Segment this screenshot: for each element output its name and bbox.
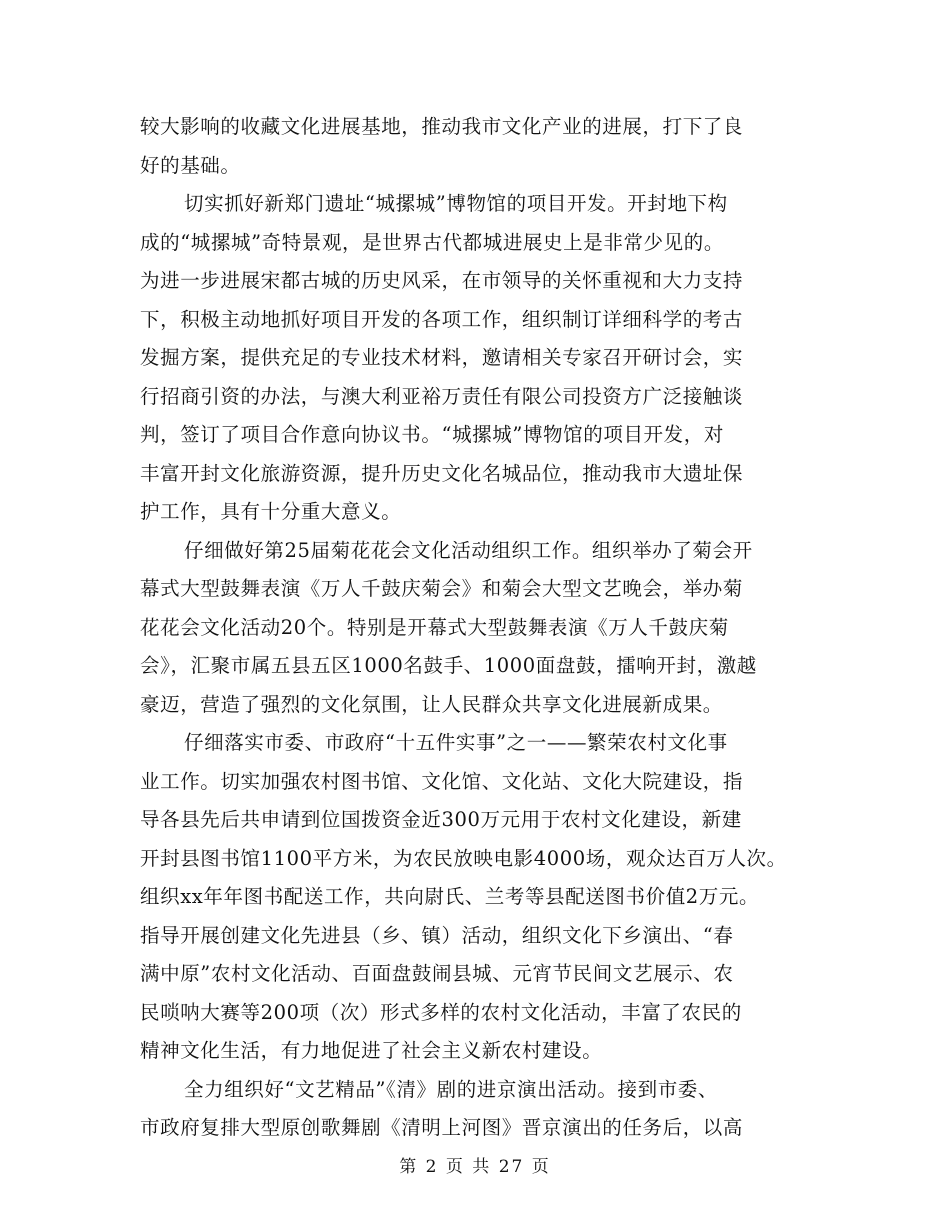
text-line: 导各县先后共申请到位国拨资金近300万元用于农村文化建设，新建	[140, 808, 742, 831]
paragraph-start-line: 仔细落实市委、市政府“十五件实事”之一——繁荣农村文化事	[184, 731, 728, 754]
text-line: 成的“城摞城”奇特景观，是世界古代都城进展史上是非常少见的。	[140, 230, 724, 254]
text-line: 幕式大型鼓舞表演《万人千鼓庆菊会》和菊会大型文艺晚会，举办菊	[140, 577, 744, 600]
text-line: 好的基础。	[140, 153, 241, 177]
text-line: 丰富开封文化旅游资源，提升历史文化名城品位，推动我市大遗址保	[140, 461, 744, 485]
text-line: 较大影响的收藏文化进展基地，推动我市文化产业的进展，打下了良	[140, 115, 744, 138]
paragraph-start-line: 切实抓好新郑门遗址“城摞城”博物馆的项目开发。开封地下构	[184, 192, 728, 215]
text-line: 豪迈，营造了强烈的文化氛围，让人民群众共享文化进展新成果。	[140, 692, 723, 716]
text-line: 为进一步进展宋都古城的历史风采，在市领导的关怀重视和大力支持	[140, 269, 744, 292]
page-number-footer: 第 2 页 共 27 页	[399, 1157, 551, 1177]
text-line: 精神文化生活，有力地促进了社会主义新农村建设。	[140, 1039, 603, 1062]
text-line: 下，积极主动地抓好项目开发的各项工作，组织制订详细科学的考古	[140, 307, 744, 331]
text-line: 指导开展创建文化先进县（乡、镇）活动，组织文化下乡演出、“春	[140, 923, 734, 947]
text-line: 业工作。切实加强农村图书馆、文化馆、文化站、文化大院建设，指	[140, 769, 744, 793]
text-line: 花花会文化活动20个。特别是开幕式大型鼓舞表演《万人千鼓庆菊	[140, 615, 729, 639]
text-line: 会》，汇聚市属五县五区1000名鼓手、1000面盘鼓，擂响开封，激越	[140, 654, 757, 677]
text-line: 判，签订了项目合作意向协议书。“城摞城”博物馆的项目开发，对	[140, 423, 724, 446]
text-line: 满中原”农村文化活动、百面盘鼓闹县城、元宵节民间文艺展示、农	[140, 962, 734, 985]
text-line: 组织xx年年图书配送工作，共向尉氏、兰考等县配送图书价值2万元。	[140, 885, 760, 908]
text-line: 民唢呐大赛等200项（次）形式多样的农村文化活动，丰富了农民的	[140, 1000, 742, 1024]
text-line: 发掘方案，提供充足的专业技术材料，邀请相关专家召开研讨会，实	[140, 346, 744, 369]
body-text	[140, 108, 840, 1148]
paragraph-start-line: 全力组织好“文艺精品”《清》剧的进京演出活动。接到市委、	[184, 1077, 718, 1101]
text-line: 行招商引资的办法，与澳大利亚裕万责任有限公司投资方广泛接触谈	[140, 384, 744, 408]
text-line: 开封县图书馆1100平方米，为农民放映电影4000场，观众达百万人次。	[140, 846, 787, 870]
text-line: 市政府复排大型原创歌舞剧《清明上河图》晋京演出的任务后，以高	[140, 1116, 744, 1139]
text-line: 护工作，具有十分重大意义。	[140, 500, 402, 523]
paragraph-start-line: 仔细做好第25届菊花花会文化活动组织工作。组织举办了菊会开	[184, 538, 753, 562]
